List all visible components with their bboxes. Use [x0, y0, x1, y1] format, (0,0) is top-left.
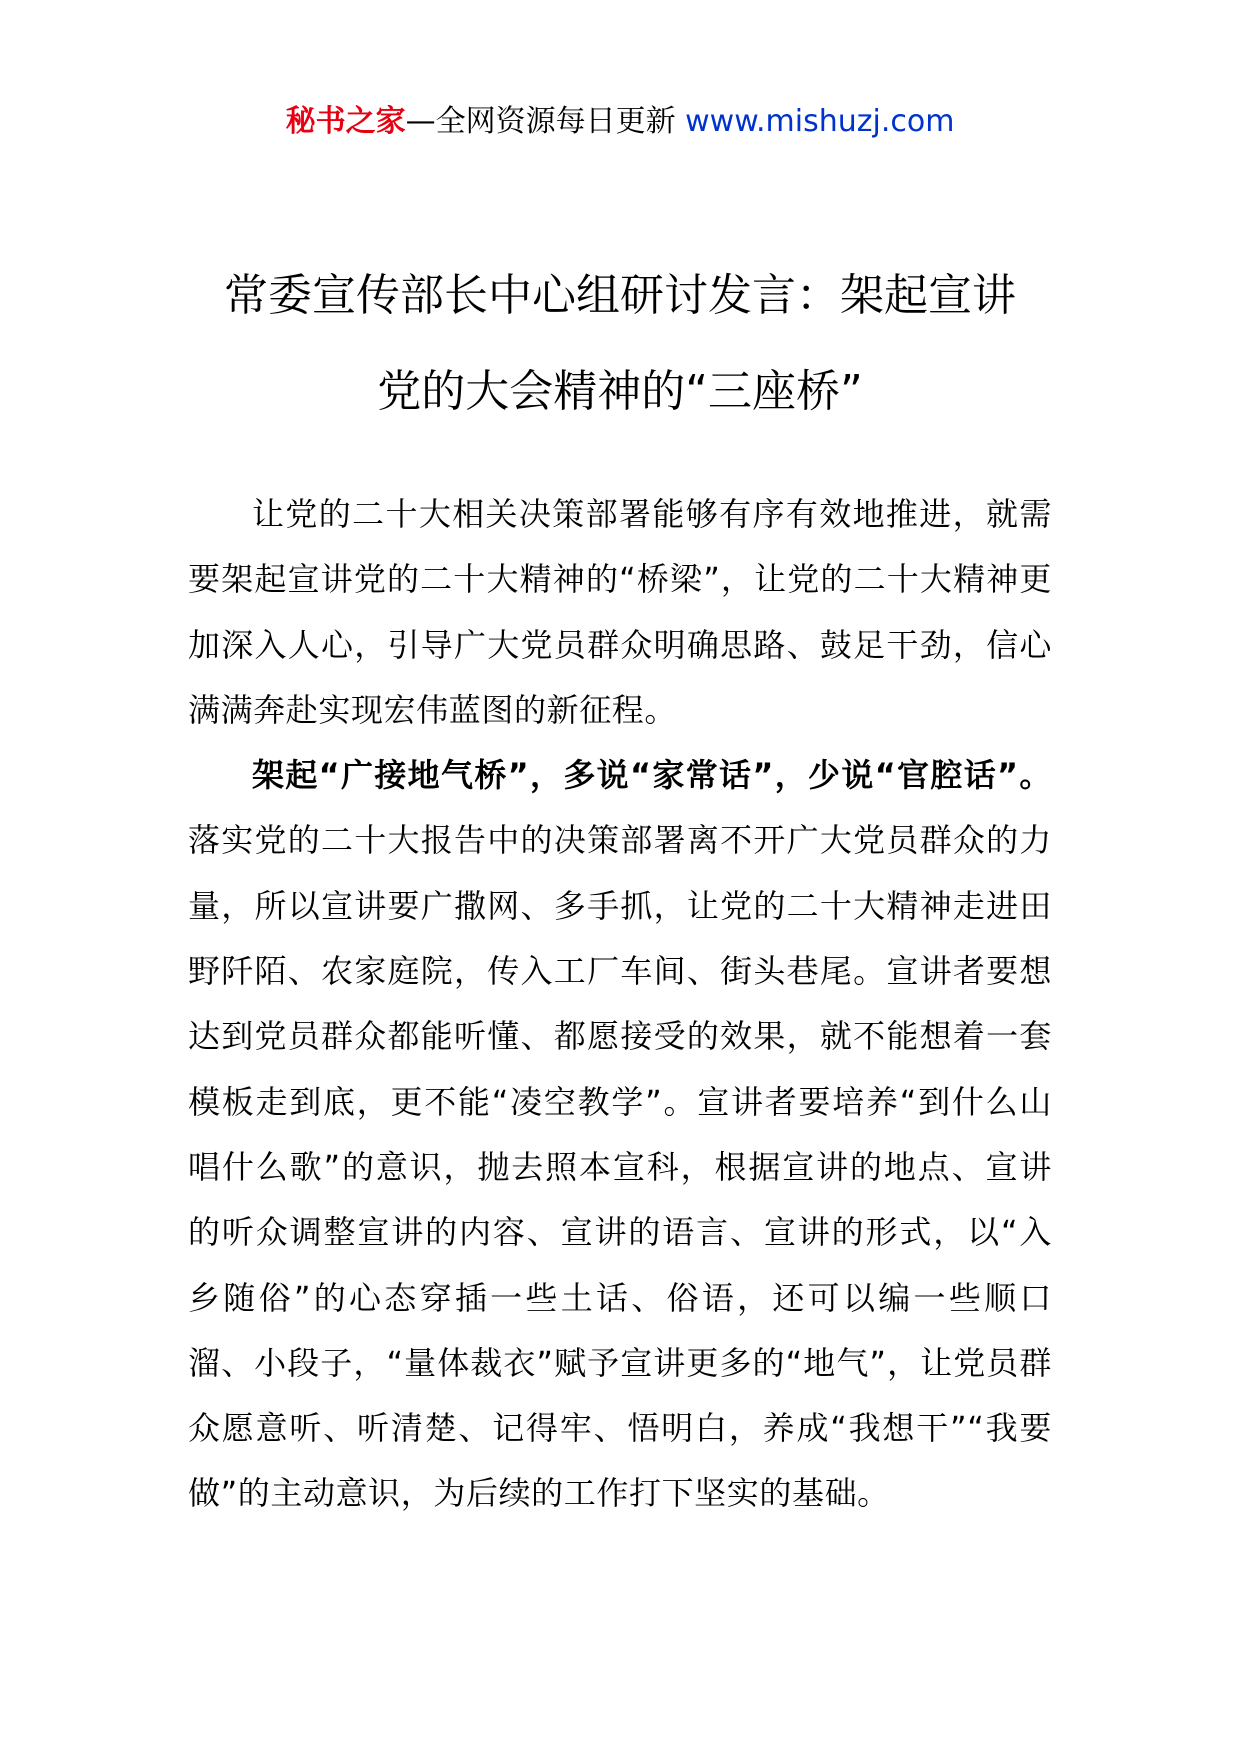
site-url-link[interactable]: www.mishuzj.com — [685, 104, 955, 139]
site-header — [0, 100, 1240, 144]
header-slogan: —全网资源每日更新 — [405, 104, 676, 139]
title-line-2: 党的大会精神的“三座桥” — [377, 366, 863, 417]
paragraph-text: 落实党的二十大报告中的决策部署离不开广大党员群众的力量，所以宣讲要广撒网、多手抓，让党的二十大精神走进田野阡陌、农家庭院，传入工厂车间、街头巷尾。宣讲者要想达到党员群众都能听懂、都愿接受的效果，就不能想着一套模板走到底，更不能“凌空教学”。宣讲者要培养“到什么山唱什么歌”的意识，抛去照本宣科，根据宣讲的地点、宣讲的听众调整宣讲的内容、宣讲的语言、宣讲的形式，以“入乡随俗”的心态穿插一些土话、俗语，还可以编一些顺口溜、小段子，“量体裁衣”赋予宣讲更多的“地气”，让党员群众愿意听、听清楚、记得牢、悟明白，养成“我想干”“我要做”的主动意识，为后续的工作打下坚实的基础。 — [188, 821, 1052, 1513]
paragraph-text: 让党的二十大相关决策部署能够有序有效地推进，就需要架起宣讲党的二十大精神的“桥梁”，让党的二十大精神更加深入人心，引导广大党员群众明确思路、鼓足干劲，信心满满奔赴实现宏伟蓝图的新征程。 — [188, 495, 1052, 729]
paragraph-intro — [188, 482, 1052, 743]
paragraph-lead-heading: 架起“广接地气桥”，多说“家常话”，少说“官腔话”。 — [252, 756, 1052, 795]
brand-name: 秘书之家 — [285, 104, 406, 139]
paragraph-bridge-1 — [188, 743, 1052, 1527]
document-title — [170, 248, 1070, 440]
title-line-1: 常委宣传部长中心组研讨发言：架起宣讲 — [224, 270, 1016, 321]
document-body — [188, 482, 1052, 1527]
